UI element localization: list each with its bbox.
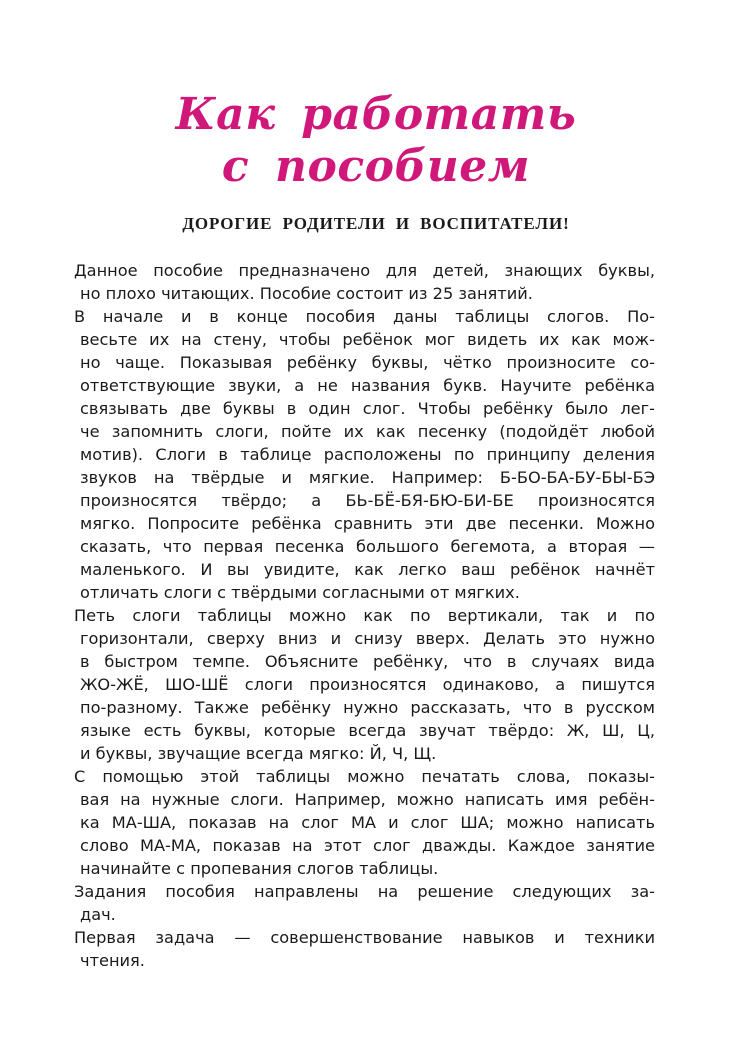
paragraph-line: слово МА-МА, показав на этот слог дважды. Каждое занятие: [80, 836, 655, 855]
paragraph: [74, 926, 655, 972]
paragraph-line: вая на нужные слоги. Например, можно написать имя ребён-: [80, 790, 655, 809]
page-subtitle: ДОРОГИЕ РОДИТЕЛИ И ВОСПИТАТЕЛИ!: [182, 214, 570, 233]
paragraph: [74, 880, 655, 926]
paragraph-line: мягко. Попросите ребёнка сравнить эти две песенки. Можно: [80, 514, 655, 533]
paragraph-line: но чаще. Показывая ребёнку буквы, чётко произносите со-: [80, 353, 655, 372]
paragraph-line: языке есть буквы, которые всегда звучат твёрдо: Ж, Ш, Ц,: [80, 721, 655, 740]
paragraph-line: но плохо читающих. Пособие состоит из 25 занятий.: [80, 284, 533, 303]
paragraph-line: маленького. И вы увидите, как легко ваш ребёнок начнёт: [80, 560, 655, 579]
paragraph-line: отличать слоги с твёрдыми согласными от мягких.: [80, 583, 520, 602]
paragraph-line: сказать, что первая песенка большого бегемота, а вторая —: [80, 537, 655, 556]
paragraph-line: С помощью этой таблицы можно печатать слова, показы-: [74, 767, 655, 786]
paragraph-line: ЖО-ЖЁ, ШО-ШЁ слоги произносятся одинаково, а пишутся: [80, 675, 655, 694]
paragraph-line: Петь слоги таблицы можно как по вертикали, так и по: [74, 606, 655, 625]
paragraph-line: произносятся твёрдо; а БЬ-БЁ-БЯ-БЮ-БИ-БЕ произносятся: [80, 491, 655, 510]
paragraph-line: ответствующие звуки, а не названия букв. Научите ребёнка: [80, 376, 655, 395]
paragraph-line: дач.: [80, 905, 116, 924]
paragraph-line: весьте их на стену, чтобы ребёнок мог видеть их как мож-: [80, 330, 655, 349]
paragraph: [74, 765, 655, 880]
page-title-line-2: с пособием: [221, 141, 531, 192]
paragraph-line: В начале и в конце пособия даны таблицы слогов. По-: [74, 307, 655, 326]
paragraph-line: че запомнить слоги, пойте их как песенку (подойдёт любой: [80, 422, 655, 441]
paragraph-line: мотив). Слоги в таблице расположены по принципу деления: [80, 445, 655, 464]
page-title-line-1: Как работать: [175, 89, 577, 140]
paragraph: [74, 604, 655, 765]
paragraph-line: по-разному. Также ребёнку нужно рассказать, что в русском: [80, 698, 655, 717]
paragraph-line: начинайте с пропевания слогов таблицы.: [80, 859, 439, 878]
paragraph-line: и буквы, звучащие всегда мягко: Й, Ч, Щ.: [80, 744, 437, 763]
paragraph-line: в быстром темпе. Объясните ребёнку, что в случаях вида: [80, 652, 655, 671]
body-text: [74, 259, 655, 972]
paragraph: [74, 305, 655, 604]
paragraph-line: ка МА-ША, показав на слог МА и слог ША; можно написать: [80, 813, 655, 832]
paragraph-line: Первая задача — совершенствование навыков и техники: [74, 928, 655, 947]
paragraph-line: Данное пособие предназначено для детей, знающих буквы,: [74, 261, 655, 280]
paragraph-line: звуков на твёрдые и мягкие. Например: Б-БО-БА-БУ-БЫ-БЭ: [80, 468, 655, 487]
paragraph-line: связывать две буквы в один слог. Чтобы ребёнку было лег-: [80, 399, 655, 418]
paragraph-line: чтения.: [80, 951, 145, 970]
paragraph-line: Задания пособия направлены на решение следующих за-: [74, 882, 655, 901]
paragraph-line: горизонтали, сверху вниз и снизу вверх. Делать это нужно: [80, 629, 655, 648]
paragraph: [74, 259, 655, 305]
